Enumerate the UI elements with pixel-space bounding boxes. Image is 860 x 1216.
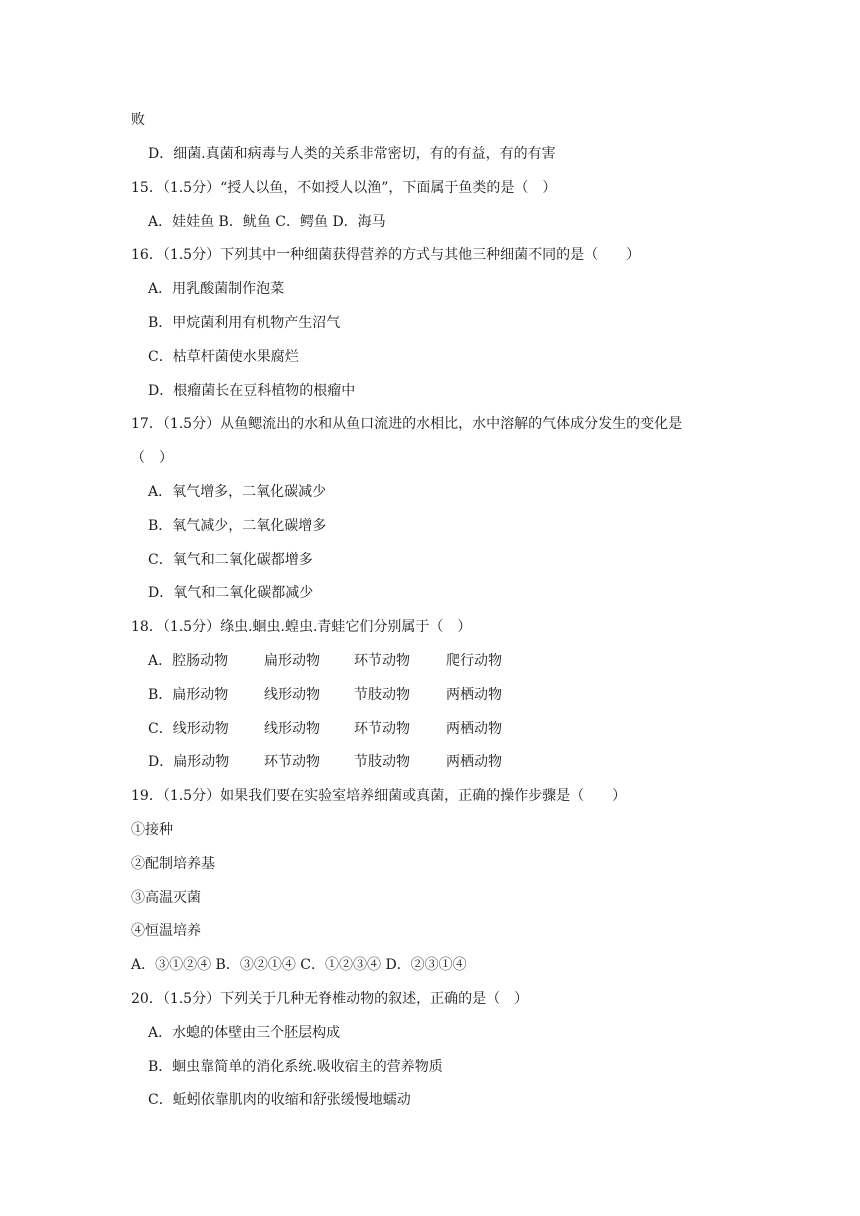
question-19: 19．（1.5分）如果我们要在实验室培养细菌或真菌，正确的操作步骤是（ ） xyxy=(131,788,627,804)
option-line: D．氧气和二氧化碳都减少 xyxy=(148,585,314,601)
option-line: D．根瘤菌长在豆科植物的根瘤中 xyxy=(148,383,356,399)
option-line: C．蚯蚓依靠肌肉的收缩和舒张缓慢地蠕动 xyxy=(148,1092,411,1108)
step-line: ④恒温培养 xyxy=(131,923,201,939)
option-cell: 扁形动物 xyxy=(264,653,320,669)
question-15: 15．（1.5分）“授人以鱼，不如授人以渔”，下面属于鱼类的是（ ） xyxy=(131,180,557,196)
option-line: D．细菌.真菌和病毒与人类的关系非常密切，有的有益，有的有害 xyxy=(148,146,556,162)
question-20: 20．（1.5分）下列关于几种无脊椎动物的叙述，正确的是（ ） xyxy=(131,991,529,1007)
option-cell: 环节动物 xyxy=(264,754,320,770)
step-line: ②配制培养基 xyxy=(131,856,215,872)
question-18: 18．（1.5分）绦虫.蛔虫.蝗虫.青蛙它们分别属于（ ） xyxy=(131,619,472,635)
option-line: A．③①②④ B．③②①④ C．①②③④ D．②③①④ xyxy=(131,957,467,973)
option-cell: 两栖动物 xyxy=(446,721,502,737)
option-cell: C．线形动物 xyxy=(148,721,229,737)
step-line: ①接种 xyxy=(131,822,173,838)
option-cell: 线形动物 xyxy=(264,687,320,703)
option-cell: D．扁形动物 xyxy=(148,754,230,770)
option-line: B．甲烷菌利用有机物产生沼气 xyxy=(148,315,341,331)
option-cell: 两栖动物 xyxy=(446,687,502,703)
option-line: A．氧气增多，二氧化碳减少 xyxy=(148,484,327,500)
option-cell: A．腔肠动物 xyxy=(148,653,229,669)
option-cell: 爬行动物 xyxy=(446,653,502,669)
option-line: A．娃娃鱼 B．鱿鱼 C．鳄鱼 D．海马 xyxy=(148,214,386,230)
option-cell: 节肢动物 xyxy=(354,754,410,770)
option-line: C．枯草杆菌使水果腐烂 xyxy=(148,349,299,365)
text-line: 败 xyxy=(131,112,145,128)
option-cell: B．扁形动物 xyxy=(148,687,229,703)
option-cell: 环节动物 xyxy=(354,721,410,737)
option-cell: 环节动物 xyxy=(354,653,410,669)
step-line: ③高温灭菌 xyxy=(131,890,201,906)
option-line: B．氧气减少，二氧化碳增多 xyxy=(148,518,327,534)
option-line: C．氧气和二氧化碳都增多 xyxy=(148,552,313,568)
question-16: 16．（1.5分）下列其中一种细菌获得营养的方式与其他三种细菌不同的是（ ） xyxy=(131,247,641,263)
option-cell: 节肢动物 xyxy=(354,687,410,703)
option-line: B．蛔虫靠简单的消化系统.吸收宿主的营养物质 xyxy=(148,1059,443,1075)
option-line: A．用乳酸菌制作泡菜 xyxy=(148,281,285,297)
option-cell: 两栖动物 xyxy=(446,754,502,770)
question-17: 17．（1.5分）从鱼鳃流出的水和从鱼口流进的水相比，水中溶解的气体成分发生的变化是 xyxy=(131,416,683,432)
option-cell: 线形动物 xyxy=(264,721,320,737)
option-line: A．水螅的体壁由三个胚层构成 xyxy=(148,1025,341,1041)
question-17-cont: （ ） xyxy=(131,450,173,466)
